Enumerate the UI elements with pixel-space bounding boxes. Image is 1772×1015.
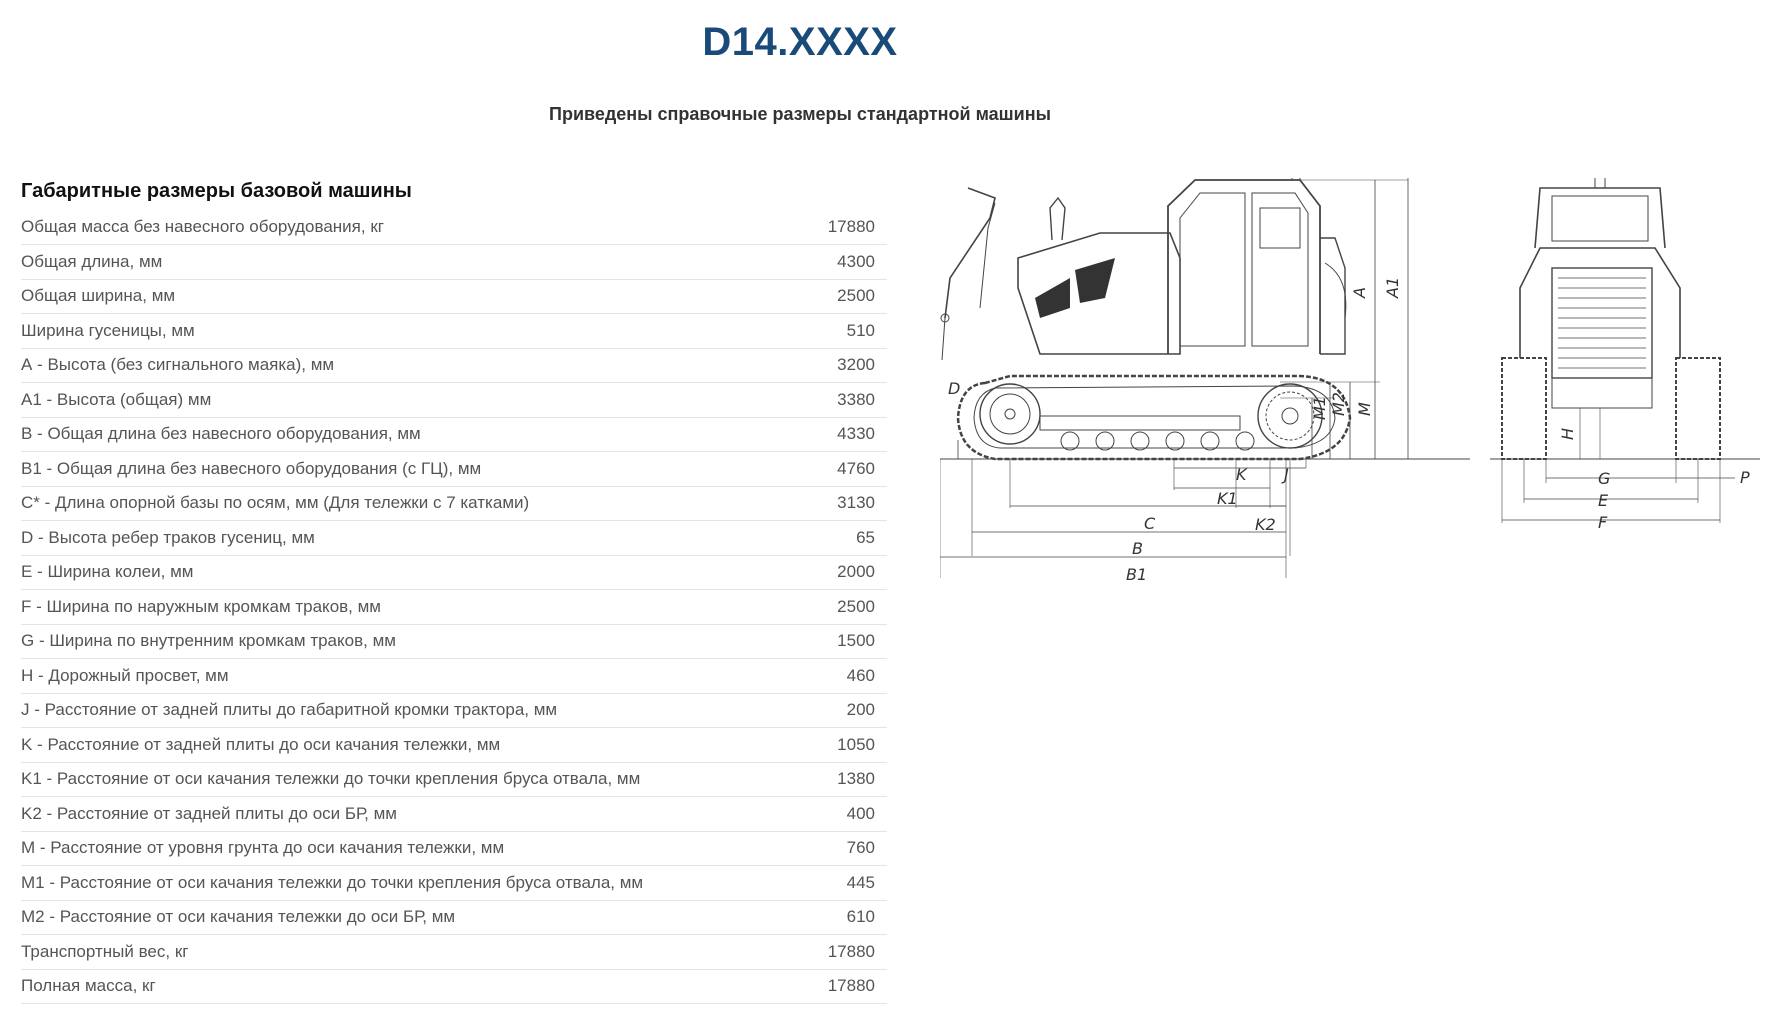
- spec-label: Транспортный вес, кг: [21, 941, 189, 961]
- spec-row: [21, 900, 887, 935]
- spec-value: 4330: [837, 424, 875, 444]
- dimension-drawings: [940, 178, 1760, 618]
- spec-row: [21, 969, 887, 1004]
- dim-label-k: K: [1236, 465, 1247, 484]
- dim-label-k1: K1: [1217, 489, 1238, 508]
- spec-value: 2500: [837, 596, 875, 616]
- dim-label-a: A: [1350, 287, 1369, 298]
- dim-label-m: M: [1355, 402, 1374, 416]
- section-heading: Габаритные размеры базовой машины: [21, 180, 412, 202]
- spec-row: [21, 797, 887, 832]
- dim-label-g: G: [1598, 469, 1611, 488]
- spec-value: 2000: [837, 562, 875, 582]
- spec-row: [21, 659, 887, 694]
- spec-value: 445: [846, 872, 875, 892]
- dim-label-k2: K2: [1255, 515, 1276, 534]
- page-subtitle: Приведены справочные размеры стандартной машины: [549, 104, 1051, 124]
- spec-label: Общая масса без навесного оборудования, кг: [21, 217, 384, 236]
- spec-label: D - Высота ребер траков гусениц, мм: [21, 527, 315, 547]
- spec-value: 1500: [837, 631, 875, 651]
- spec-label: Ширина гусеницы, мм: [21, 320, 195, 340]
- spec-row: [21, 383, 887, 418]
- front-view-drawing: [1490, 178, 1760, 523]
- page-title: D14.XXXX: [702, 20, 898, 64]
- spec-label: F - Ширина по наружным кромкам траков, мм: [21, 596, 381, 616]
- spec-value: 1380: [837, 769, 875, 789]
- spec-row: [21, 866, 887, 901]
- spec-table: [21, 210, 887, 1004]
- dim-label-m2: M2: [1329, 392, 1348, 416]
- spec-label: Общая ширина, мм: [21, 286, 176, 306]
- spec-value: 460: [846, 665, 875, 685]
- dim-label-m1: M1: [1310, 396, 1329, 420]
- spec-label: K - Расстояние от задней плиты до оси качания тележки, мм: [21, 734, 501, 754]
- spec-label: M2 - Расстояние от оси качания тележки до оси БР, мм: [21, 907, 456, 927]
- spec-label: K2 - Расстояние от задней плиты до оси БР, мм: [21, 803, 397, 823]
- spec-value: 200: [846, 700, 875, 720]
- spec-label: Полная масса, кг: [21, 976, 156, 996]
- specs-block: [21, 176, 887, 1004]
- spec-value: 760: [846, 838, 875, 858]
- dim-label-j: J: [1284, 465, 1289, 484]
- spec-label: E - Ширина колеи, мм: [21, 562, 194, 582]
- spec-label: M - Расстояние от уровня грунта до оси качания тележки, мм: [21, 838, 505, 858]
- spec-value: 4760: [837, 458, 875, 478]
- spec-row: [21, 521, 887, 556]
- spec-row: [21, 452, 887, 487]
- spec-value: 1050: [837, 734, 875, 754]
- dim-label-d: D: [948, 379, 961, 398]
- spec-row: [21, 624, 887, 659]
- spec-row: [21, 831, 887, 866]
- spec-value: 4300: [837, 251, 875, 271]
- spec-value: 3200: [837, 355, 875, 375]
- spec-label: В1 - Общая длина без навесного оборудования (с ГЦ), мм: [21, 458, 482, 478]
- spec-value: 3130: [837, 493, 875, 513]
- spec-value: 17880: [827, 976, 875, 996]
- spec-row: [21, 590, 887, 625]
- spec-value: 610: [846, 907, 875, 927]
- spec-row: [21, 762, 887, 797]
- spec-value: 17880: [827, 217, 875, 236]
- spec-row: [21, 245, 887, 280]
- spec-row: [21, 348, 887, 383]
- dim-label-b: B: [1132, 539, 1143, 558]
- spec-row: [21, 279, 887, 314]
- spec-label: В - Общая длина без навесного оборудования, мм: [21, 424, 421, 444]
- spec-value: 510: [846, 320, 875, 340]
- spec-row: [21, 555, 887, 590]
- spec-row: [21, 417, 887, 452]
- spec-row: [21, 935, 887, 970]
- spec-value: 3380: [837, 389, 875, 409]
- spec-value: 65: [856, 527, 875, 547]
- spec-label: Общая длина, мм: [21, 251, 163, 271]
- spec-label: А - Высота (без сигнального маяка), мм: [21, 355, 335, 375]
- spec-row: [21, 486, 887, 521]
- spec-row: [21, 728, 887, 763]
- spec-label: J - Расстояние от задней плиты до габаритной кромки трактора, мм: [21, 700, 558, 720]
- spec-value: 17880: [827, 941, 875, 961]
- dim-label-a1: A1: [1383, 276, 1402, 298]
- spec-label: M1 - Расстояние от оси качания тележки до точки крепления бруса отвала, мм: [21, 872, 644, 892]
- spec-value: 400: [846, 803, 875, 823]
- spec-value: 2500: [837, 286, 875, 306]
- spec-row: [21, 693, 887, 728]
- dim-label-b1: B1: [1126, 565, 1148, 584]
- spec-row: [21, 314, 887, 349]
- dim-label-h: H: [1558, 427, 1577, 440]
- side-view-drawing: [940, 178, 1470, 578]
- dim-label-c: C: [1144, 514, 1156, 533]
- spec-label: K1 - Расстояние от оси качания тележки до точки крепления бруса отвала, мм: [21, 769, 641, 789]
- spec-label: С* - Длина опорной базы по осям, мм (Для тележки с 7 катками): [21, 493, 530, 513]
- dim-label-e: E: [1598, 491, 1609, 510]
- spec-label: G - Ширина по внутренним кромкам траков, мм: [21, 631, 396, 651]
- dim-label-f: F: [1598, 513, 1608, 532]
- dim-label-p: P: [1740, 468, 1750, 487]
- spec-row: [21, 210, 887, 245]
- spec-label: А1 - Высота (общая) мм: [21, 389, 212, 409]
- dimension-drawings-svg: [940, 178, 1760, 618]
- spec-label: H - Дорожный просвет, мм: [21, 665, 229, 685]
